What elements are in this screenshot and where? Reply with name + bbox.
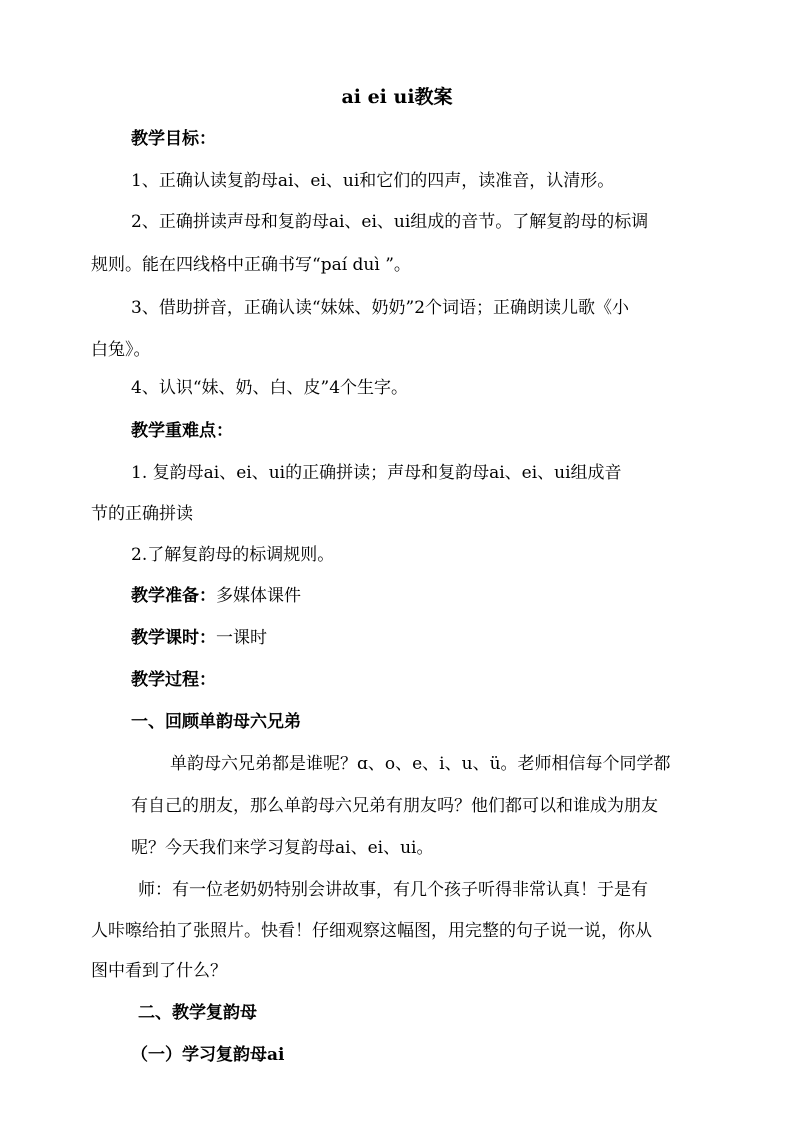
prep-row (131, 585, 301, 607)
section-2-heading: 二、教学复韵母 (138, 1003, 257, 1023)
section-1-para-line-3: 呢？今天我们来学习复韵母ai、ei、ui。 (131, 838, 434, 858)
goals-heading: 教学目标： (131, 129, 216, 149)
hours-value: 一课时 (216, 628, 267, 648)
goal-3-line-2: 白兔》。 (91, 340, 151, 360)
key-point-1-line-1: 1. 复韵母ai、ei、ui的正确拼读；声母和复韵母ai、ei、ui组成音 (131, 463, 622, 483)
key-point-1-line-2: 节的正确拼读 (91, 504, 193, 524)
goal-1: 1、正确认读复韵母ai、ei、ui和它们的四声，读准音，认清形。 (131, 171, 615, 191)
goal-2-line-2: 规则。能在四线格中正确书写“paí duì ”。 (91, 255, 411, 275)
process-heading: 教学过程： (131, 670, 216, 690)
document-title: ai ei ui教案 (341, 86, 453, 108)
prep-value: 多媒体课件 (216, 586, 301, 606)
key-point-2: 2.了解复韵母的标调规则。 (131, 545, 335, 565)
goal-3-line-1: 3、借助拼音，正确认读“妹妹、奶奶”2个词语；正确朗读儿歌《小 (131, 298, 630, 318)
hours-label: 教学课时： (131, 628, 216, 648)
section-1-heading: 一、回顾单韵母六兄弟 (131, 712, 301, 732)
teacher-para-line-2: 人咔嚓给拍了张照片。快看！仔细观察这幅图，用完整的句子说一说，你从 (91, 921, 652, 941)
key-points-heading: 教学重难点： (131, 421, 233, 441)
teacher-para-line-1: 师：有一位老奶奶特别会讲故事，有几个孩子听得非常认真！于是有 (138, 880, 648, 900)
section-1-para-line-1: 单韵母六兄弟都是谁呢？ɑ、o、e、i、u、ü。老师相信每个同学都 (170, 754, 671, 774)
prep-label: 教学准备： (131, 586, 216, 606)
subsection-1-heading: （一）学习复韵母ai (131, 1045, 285, 1065)
goal-2-line-1: 2、正确拼读声母和复韵母ai、ei、ui组成的音节。了解复韵母的标调 (131, 212, 649, 232)
goal-4: 4、认识“妹、奶、白、皮”4个生字。 (131, 378, 409, 398)
section-1-para-line-2: 有自己的朋友，那么单韵母六兄弟有朋友吗？他们都可以和谁成为朋友 (131, 796, 658, 816)
teacher-para-line-3: 图中看到了什么？ (91, 961, 227, 981)
hours-row (131, 627, 267, 649)
